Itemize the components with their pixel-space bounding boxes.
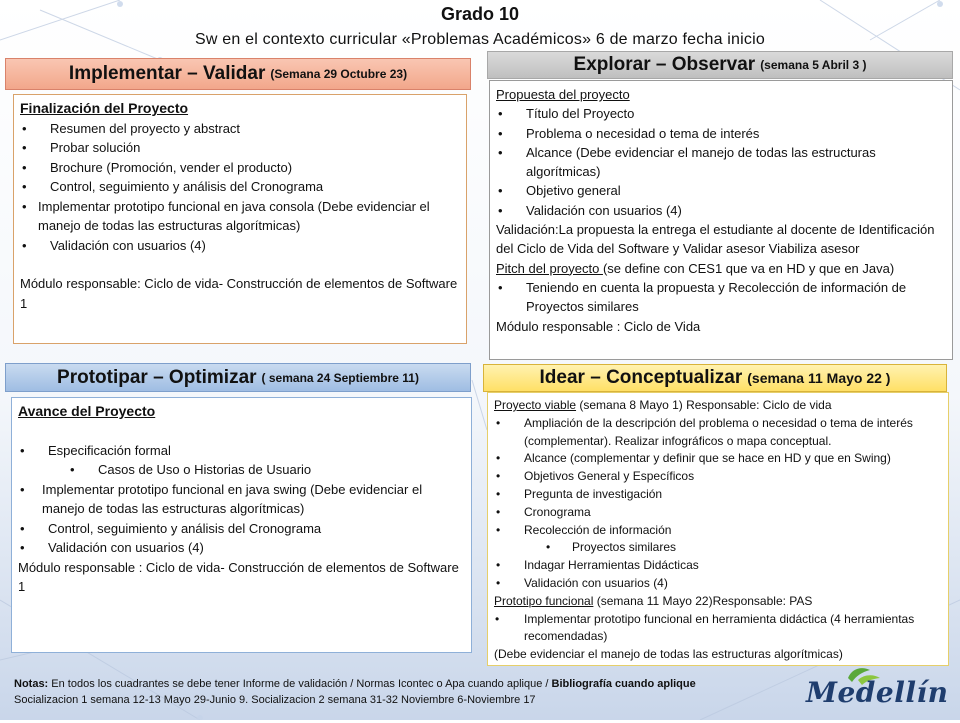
pitch-list [496, 278, 946, 317]
pitch-rest: (se define con CES1 que va en HD y que en Java) [602, 260, 895, 276]
list-item: • Cronograma [494, 504, 942, 522]
idear-date: (semana 11 Mayo 22 ) [747, 370, 891, 386]
notes-text: En todos los cuadrantes se debe tener Informe de validación / Normas Icontec o Apa cuando aplique / [48, 678, 552, 690]
notes [14, 676, 854, 708]
implementar-header [5, 58, 471, 90]
list-item: • Recolección de información [494, 522, 942, 540]
list-item: • Alcance (complementar y definir que se hace en HD y que en Swing) [494, 450, 942, 468]
prototipar-title: Prototipar – Optimizar [57, 366, 257, 388]
idear-funcional [494, 593, 942, 611]
funcional-label: Prototipo funcional [494, 593, 594, 608]
list-item: • Implementar prototipo funcional en herramienta didáctica (4 herramientas recomendadas) [494, 611, 942, 647]
list-subitem: • Proyectos similares [494, 539, 942, 557]
list-item: • Implementar prototipo funcional en java swing (Debe evidenciar el manejo de todas las estructuras algorítmicas) [18, 480, 465, 519]
notes-label: Notas: [14, 678, 49, 690]
list-item: • Objetivos General y Específicos [494, 468, 942, 486]
list-item: • Pregunta de investigación [494, 486, 942, 504]
list-item: • Validación con usuarios (4) [18, 538, 465, 558]
explorar-box [489, 80, 953, 360]
viable-rest: (semana 8 Mayo 1) Responsable: Ciclo de vida [576, 398, 832, 412]
notes-line-1 [14, 676, 854, 692]
logo-text: Medellín [806, 676, 949, 709]
explorar-title: Explorar – Observar [573, 54, 756, 75]
notes-bold: Bibliografía cuando aplique [551, 678, 696, 690]
list-item: • Validación con usuarios (4) [496, 201, 946, 220]
list-item: • Especificación formal [18, 441, 465, 461]
list-item: • Resumen del proyecto y abstract [20, 119, 460, 139]
explorar-modulo: Módulo responsable : Ciclo de Vida [496, 318, 701, 334]
implementar-box [13, 94, 467, 344]
medellin-logo [800, 664, 949, 718]
idear-viable [494, 397, 942, 415]
list-item: • Control, seguimiento y análisis del Cronograma [20, 177, 460, 197]
funcional-list [494, 611, 942, 647]
list-item: • Indagar Herramientas Didácticas [494, 557, 942, 575]
prototipar-list [18, 441, 465, 558]
implementar-list [20, 119, 460, 256]
idear-list [494, 415, 942, 593]
pitch-label: Pitch del proyecto [496, 260, 603, 276]
implementar-heading: Finalización del Proyecto [20, 100, 189, 116]
list-item: • Teniendo en cuenta la propuesta y Recolección de información de Proyectos similares [496, 278, 946, 317]
list-item: • Título del Proyecto [496, 104, 946, 123]
idear-box [487, 392, 949, 666]
list-item: • Problema o necesidad o tema de interés [496, 124, 946, 143]
list-item: • Validación con usuarios (4) [20, 236, 460, 256]
notes-line-2: Socializacion 1 semana 12-13 Mayo 29-Junio 9. Socializacion 2 semana 31-32 Noviembre 6-Noviembre 17 [14, 694, 536, 706]
page-title: Grado 10 [440, 4, 520, 24]
explorar-header [487, 51, 953, 79]
page-subtitle: Sw en el contexto curricular «Problemas Académicos» 6 de marzo fecha inicio [195, 31, 765, 48]
idear-header [483, 364, 947, 392]
list-item: • Ampliación de la descripción del problema o necesidad o tema de interés (complementar). Realizar infográficos o mapa conceptual. [494, 415, 942, 451]
list-item: • Control, seguimiento y análisis del Cronograma [18, 519, 465, 539]
prototipar-heading: Avance del Proyecto [18, 403, 156, 419]
explorar-list [496, 104, 946, 220]
viable-label: Proyecto viable [494, 398, 577, 412]
list-item: • Probar solución [20, 138, 460, 158]
prototipar-box [11, 397, 472, 653]
list-item: • Alcance (Debe evidenciar el manejo de todas las estructuras algorítmicas) [496, 143, 946, 182]
explorar-heading: Propuesta del proyecto [496, 87, 630, 102]
list-item: • Validación con usuarios (4) [494, 575, 942, 593]
prototipar-header [5, 363, 471, 392]
list-item: • Objetivo general [496, 181, 946, 200]
funcional-rest: (semana 11 Mayo 22)Responsable: PAS [593, 593, 813, 608]
idear-title: Idear – Conceptualizar [539, 367, 743, 388]
list-item: • Implementar prototipo funcional en java consola (Debe evidenciar el manejo de todas las estructuras algorítmicas) [20, 197, 460, 236]
explorar-date: (semana 5 Abril 3 ) [760, 58, 867, 72]
list-item: • Brochure (Promoción, vender el producto) [20, 158, 460, 178]
implementar-date: (Semana 29 Octubre 23) [270, 67, 408, 81]
explorar-pitch [496, 259, 946, 278]
list-subitem: • Casos de Uso o Historias de Usuario [18, 460, 465, 480]
prototipar-date: ( semana 24 Septiembre 11) [261, 370, 419, 385]
implementar-title: Implementar – Validar [68, 63, 266, 84]
prototipar-modulo: Módulo responsable : Ciclo de vida- Construcción de elementos de Software 1 [18, 559, 459, 594]
explorar-validacion: Validación:La propuesta la entrega el estudiante al docente de Identificación del Ciclo de Vida del Software y Validar asesor Viabiliza asesor [496, 222, 935, 257]
idear-closing: (Debe evidenciar el manejo de todas las estructuras algorítmicas) [494, 647, 843, 662]
implementar-modulo: Módulo responsable: Ciclo de vida- Construcción de elementos de Software 1 [20, 276, 458, 311]
